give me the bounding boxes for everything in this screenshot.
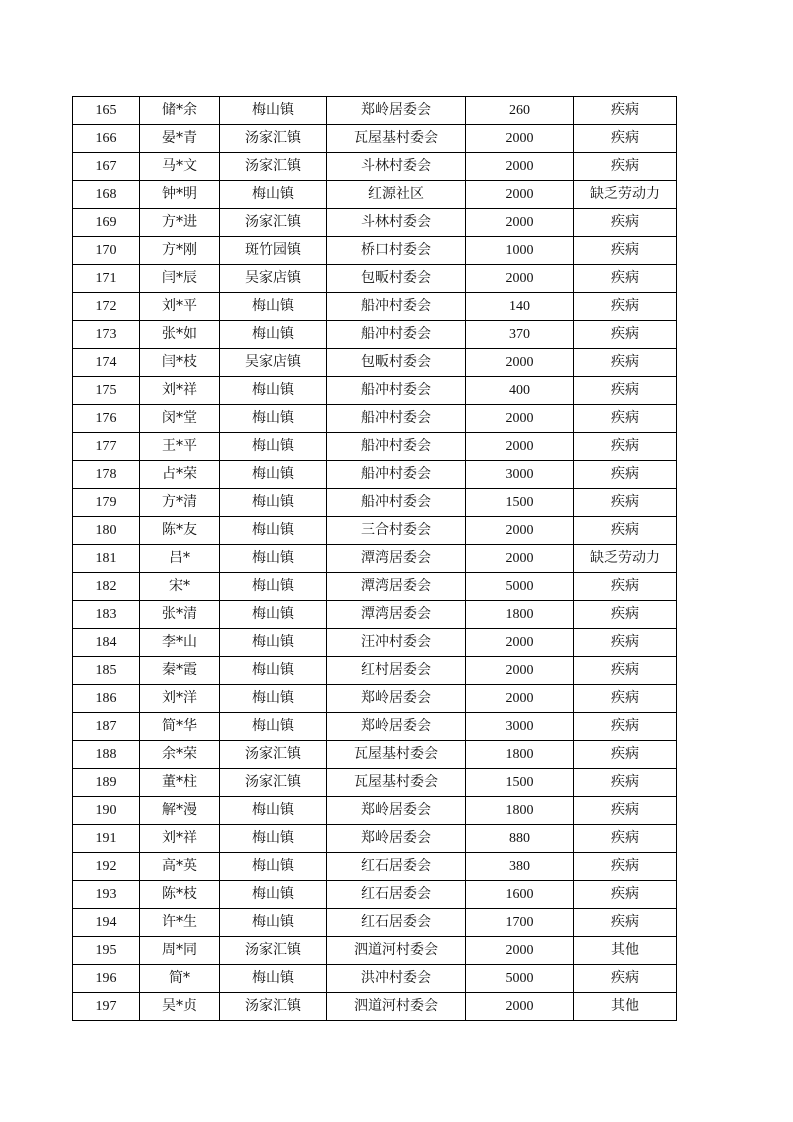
village-name: 船冲村委会	[327, 489, 466, 517]
town-name: 梅山镇	[220, 853, 327, 881]
town-name: 梅山镇	[220, 713, 327, 741]
table-row	[73, 545, 677, 573]
row-number: 183	[73, 601, 140, 629]
amount-value: 140	[466, 293, 574, 321]
person-name: 占*荣	[140, 461, 220, 489]
table-row	[73, 685, 677, 713]
reason-text: 疾病	[574, 573, 677, 601]
table-row	[73, 909, 677, 937]
town-name: 汤家汇镇	[220, 769, 327, 797]
village-name: 郑岭居委会	[327, 713, 466, 741]
reason-text: 疾病	[574, 153, 677, 181]
reason-text: 疾病	[574, 517, 677, 545]
town-name: 梅山镇	[220, 909, 327, 937]
table-row	[73, 769, 677, 797]
reason-text: 疾病	[574, 97, 677, 125]
town-name: 斑竹园镇	[220, 237, 327, 265]
row-number: 186	[73, 685, 140, 713]
row-number: 175	[73, 377, 140, 405]
reason-text: 疾病	[574, 349, 677, 377]
reason-text: 疾病	[574, 853, 677, 881]
person-name: 闵*堂	[140, 405, 220, 433]
reason-text: 缺乏劳动力	[574, 545, 677, 573]
amount-value: 2000	[466, 349, 574, 377]
row-number: 176	[73, 405, 140, 433]
roster-body	[73, 97, 677, 1021]
table-row	[73, 713, 677, 741]
row-number: 165	[73, 97, 140, 125]
person-name: 陈*枝	[140, 881, 220, 909]
reason-text: 疾病	[574, 405, 677, 433]
person-name: 方*刚	[140, 237, 220, 265]
table-row	[73, 293, 677, 321]
table-row	[73, 993, 677, 1021]
amount-value: 2000	[466, 153, 574, 181]
person-name: 李*山	[140, 629, 220, 657]
table-row	[73, 629, 677, 657]
reason-text: 疾病	[574, 909, 677, 937]
reason-text: 疾病	[574, 965, 677, 993]
person-name: 吕*	[140, 545, 220, 573]
person-name: 宋*	[140, 573, 220, 601]
person-name: 闫*辰	[140, 265, 220, 293]
amount-value: 2000	[466, 657, 574, 685]
table-row	[73, 237, 677, 265]
village-name: 桥口村委会	[327, 237, 466, 265]
reason-text: 疾病	[574, 629, 677, 657]
village-name: 泗道河村委会	[327, 937, 466, 965]
town-name: 梅山镇	[220, 629, 327, 657]
row-number: 178	[73, 461, 140, 489]
table-row	[73, 265, 677, 293]
town-name: 汤家汇镇	[220, 741, 327, 769]
amount-value: 1800	[466, 741, 574, 769]
town-name: 梅山镇	[220, 545, 327, 573]
amount-value: 880	[466, 825, 574, 853]
town-name: 梅山镇	[220, 293, 327, 321]
amount-value: 400	[466, 377, 574, 405]
person-name: 秦*霞	[140, 657, 220, 685]
reason-text: 疾病	[574, 741, 677, 769]
amount-value: 1800	[466, 601, 574, 629]
amount-value: 2000	[466, 433, 574, 461]
village-name: 郑岭居委会	[327, 797, 466, 825]
village-name: 船冲村委会	[327, 321, 466, 349]
reason-text: 疾病	[574, 321, 677, 349]
amount-value: 1700	[466, 909, 574, 937]
reason-text: 疾病	[574, 461, 677, 489]
amount-value: 2000	[466, 545, 574, 573]
town-name: 吴家店镇	[220, 265, 327, 293]
town-name: 汤家汇镇	[220, 153, 327, 181]
row-number: 188	[73, 741, 140, 769]
table-row	[73, 937, 677, 965]
row-number: 187	[73, 713, 140, 741]
row-number: 184	[73, 629, 140, 657]
town-name: 梅山镇	[220, 433, 327, 461]
reason-text: 疾病	[574, 657, 677, 685]
table-row	[73, 209, 677, 237]
person-name: 晏*青	[140, 125, 220, 153]
row-number: 192	[73, 853, 140, 881]
table-row	[73, 573, 677, 601]
row-number: 174	[73, 349, 140, 377]
amount-value: 260	[466, 97, 574, 125]
reason-text: 疾病	[574, 265, 677, 293]
table-row	[73, 349, 677, 377]
table-row	[73, 181, 677, 209]
amount-value: 1000	[466, 237, 574, 265]
village-name: 红村居委会	[327, 657, 466, 685]
amount-value: 2000	[466, 993, 574, 1021]
town-name: 汤家汇镇	[220, 993, 327, 1021]
amount-value: 5000	[466, 965, 574, 993]
person-name: 马*文	[140, 153, 220, 181]
row-number: 166	[73, 125, 140, 153]
town-name: 梅山镇	[220, 97, 327, 125]
reason-text: 疾病	[574, 685, 677, 713]
table-row	[73, 153, 677, 181]
person-name: 刘*平	[140, 293, 220, 321]
person-name: 张*清	[140, 601, 220, 629]
table-row	[73, 461, 677, 489]
amount-value: 2000	[466, 685, 574, 713]
town-name: 汤家汇镇	[220, 209, 327, 237]
village-name: 洪冲村委会	[327, 965, 466, 993]
village-name: 瓦屋基村委会	[327, 125, 466, 153]
amount-value: 3000	[466, 713, 574, 741]
person-name: 许*生	[140, 909, 220, 937]
row-number: 194	[73, 909, 140, 937]
reason-text: 疾病	[574, 125, 677, 153]
person-name: 解*漫	[140, 797, 220, 825]
person-name: 储*余	[140, 97, 220, 125]
reason-text: 疾病	[574, 797, 677, 825]
person-name: 陈*友	[140, 517, 220, 545]
village-name: 瓦屋基村委会	[327, 741, 466, 769]
town-name: 梅山镇	[220, 321, 327, 349]
person-name: 高*英	[140, 853, 220, 881]
reason-text: 疾病	[574, 489, 677, 517]
town-name: 梅山镇	[220, 489, 327, 517]
table-row	[73, 881, 677, 909]
row-number: 197	[73, 993, 140, 1021]
amount-value: 2000	[466, 209, 574, 237]
reason-text: 疾病	[574, 433, 677, 461]
person-name: 刘*洋	[140, 685, 220, 713]
town-name: 汤家汇镇	[220, 937, 327, 965]
village-name: 潭湾居委会	[327, 601, 466, 629]
town-name: 梅山镇	[220, 181, 327, 209]
row-number: 181	[73, 545, 140, 573]
row-number: 171	[73, 265, 140, 293]
table-row	[73, 601, 677, 629]
row-number: 195	[73, 937, 140, 965]
person-name: 方*清	[140, 489, 220, 517]
amount-value: 2000	[466, 265, 574, 293]
table-row	[73, 517, 677, 545]
town-name: 梅山镇	[220, 377, 327, 405]
reason-text: 其他	[574, 993, 677, 1021]
amount-value: 2000	[466, 181, 574, 209]
table-row	[73, 321, 677, 349]
table-row	[73, 797, 677, 825]
reason-text: 疾病	[574, 601, 677, 629]
table-row	[73, 853, 677, 881]
table-row	[73, 657, 677, 685]
amount-value: 2000	[466, 517, 574, 545]
person-name: 吴*贞	[140, 993, 220, 1021]
table-row	[73, 489, 677, 517]
amount-value: 3000	[466, 461, 574, 489]
reason-text: 疾病	[574, 237, 677, 265]
table-row	[73, 741, 677, 769]
amount-value: 2000	[466, 125, 574, 153]
village-name: 船冲村委会	[327, 377, 466, 405]
row-number: 182	[73, 573, 140, 601]
row-number: 172	[73, 293, 140, 321]
row-number: 191	[73, 825, 140, 853]
row-number: 177	[73, 433, 140, 461]
amount-value: 2000	[466, 629, 574, 657]
village-name: 瓦屋基村委会	[327, 769, 466, 797]
village-name: 红石居委会	[327, 853, 466, 881]
amount-value: 1500	[466, 769, 574, 797]
amount-value: 2000	[466, 405, 574, 433]
town-name: 梅山镇	[220, 825, 327, 853]
row-number: 185	[73, 657, 140, 685]
village-name: 红石居委会	[327, 909, 466, 937]
person-name: 刘*祥	[140, 825, 220, 853]
row-number: 180	[73, 517, 140, 545]
person-name: 简*华	[140, 713, 220, 741]
village-name: 三合村委会	[327, 517, 466, 545]
amount-value: 1500	[466, 489, 574, 517]
person-name: 刘*祥	[140, 377, 220, 405]
town-name: 梅山镇	[220, 685, 327, 713]
village-name: 郑岭居委会	[327, 685, 466, 713]
table-row	[73, 125, 677, 153]
reason-text: 疾病	[574, 713, 677, 741]
table-row	[73, 433, 677, 461]
person-name: 董*柱	[140, 769, 220, 797]
table-row	[73, 97, 677, 125]
reason-text: 疾病	[574, 209, 677, 237]
village-name: 红石居委会	[327, 881, 466, 909]
town-name: 梅山镇	[220, 881, 327, 909]
person-name: 余*荣	[140, 741, 220, 769]
table-row	[73, 405, 677, 433]
town-name: 梅山镇	[220, 797, 327, 825]
village-name: 船冲村委会	[327, 405, 466, 433]
village-name: 船冲村委会	[327, 461, 466, 489]
town-name: 梅山镇	[220, 965, 327, 993]
village-name: 红源社区	[327, 181, 466, 209]
village-name: 斗林村委会	[327, 209, 466, 237]
town-name: 梅山镇	[220, 601, 327, 629]
reason-text: 疾病	[574, 293, 677, 321]
reason-text: 疾病	[574, 825, 677, 853]
roster-table	[72, 96, 677, 1021]
village-name: 包畈村委会	[327, 265, 466, 293]
reason-text: 其他	[574, 937, 677, 965]
person-name: 闫*枝	[140, 349, 220, 377]
amount-value: 370	[466, 321, 574, 349]
town-name: 梅山镇	[220, 573, 327, 601]
row-number: 173	[73, 321, 140, 349]
row-number: 169	[73, 209, 140, 237]
person-name: 王*平	[140, 433, 220, 461]
village-name: 汪冲村委会	[327, 629, 466, 657]
amount-value: 5000	[466, 573, 574, 601]
amount-value: 2000	[466, 937, 574, 965]
reason-text: 疾病	[574, 377, 677, 405]
person-name: 张*如	[140, 321, 220, 349]
row-number: 170	[73, 237, 140, 265]
row-number: 168	[73, 181, 140, 209]
reason-text: 疾病	[574, 881, 677, 909]
town-name: 梅山镇	[220, 657, 327, 685]
village-name: 潭湾居委会	[327, 545, 466, 573]
village-name: 船冲村委会	[327, 433, 466, 461]
village-name: 郑岭居委会	[327, 825, 466, 853]
row-number: 190	[73, 797, 140, 825]
town-name: 汤家汇镇	[220, 125, 327, 153]
amount-value: 380	[466, 853, 574, 881]
person-name: 周*同	[140, 937, 220, 965]
town-name: 梅山镇	[220, 405, 327, 433]
amount-value: 1600	[466, 881, 574, 909]
village-name: 潭湾居委会	[327, 573, 466, 601]
row-number: 189	[73, 769, 140, 797]
table-row	[73, 965, 677, 993]
village-name: 泗道河村委会	[327, 993, 466, 1021]
village-name: 包畈村委会	[327, 349, 466, 377]
town-name: 吴家店镇	[220, 349, 327, 377]
row-number: 193	[73, 881, 140, 909]
amount-value: 1800	[466, 797, 574, 825]
village-name: 船冲村委会	[327, 293, 466, 321]
person-name: 钟*明	[140, 181, 220, 209]
town-name: 梅山镇	[220, 517, 327, 545]
person-name: 方*进	[140, 209, 220, 237]
row-number: 179	[73, 489, 140, 517]
row-number: 196	[73, 965, 140, 993]
table-row	[73, 825, 677, 853]
reason-text: 疾病	[574, 769, 677, 797]
person-name: 简*	[140, 965, 220, 993]
town-name: 梅山镇	[220, 461, 327, 489]
table-row	[73, 377, 677, 405]
village-name: 郑岭居委会	[327, 97, 466, 125]
reason-text: 缺乏劳动力	[574, 181, 677, 209]
village-name: 斗林村委会	[327, 153, 466, 181]
row-number: 167	[73, 153, 140, 181]
